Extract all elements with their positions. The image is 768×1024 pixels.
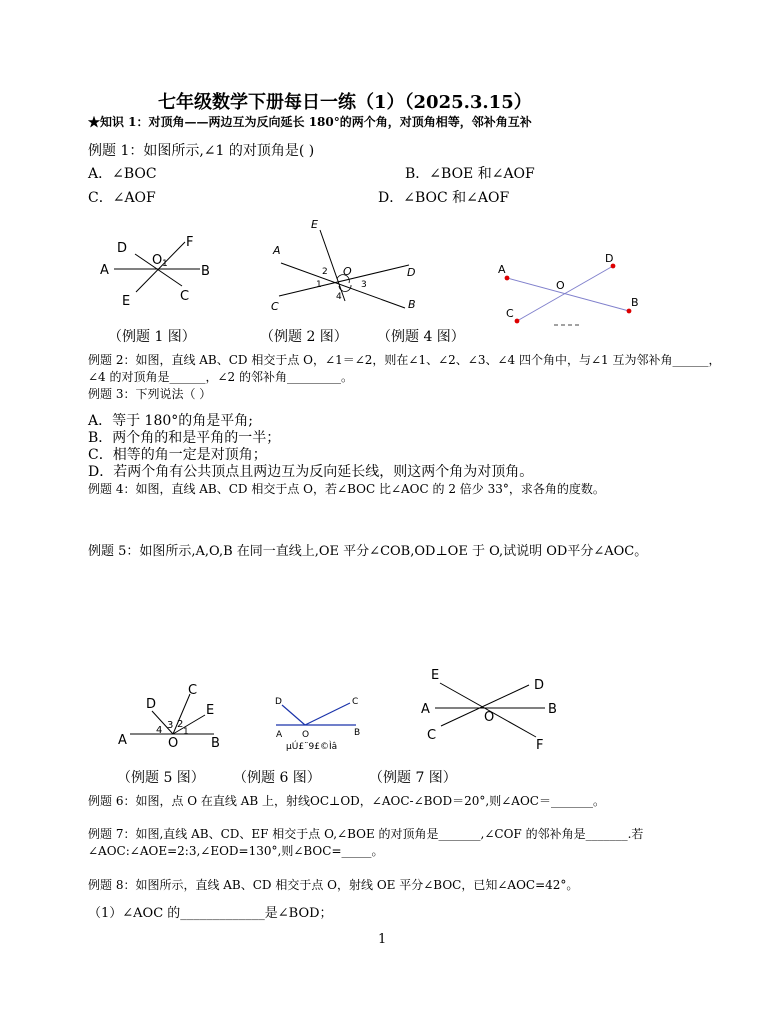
fig1-label-o: O <box>152 253 163 268</box>
fig2-angle-3: 3 <box>361 280 367 290</box>
fig1-label-c: C <box>180 289 190 304</box>
q1-stem: 例题 1：如图所示,∠1 的对顶角是( ) <box>88 143 315 159</box>
fig5-label-c: C <box>188 683 198 698</box>
fig2-label-a: A <box>273 244 281 257</box>
figure-example-4 <box>492 250 652 328</box>
q1-option-b: B．∠BOE 和∠AOF <box>405 166 535 182</box>
q1-option-c: C．∠AOF <box>88 190 156 206</box>
fig6-label-o: O <box>302 730 310 740</box>
fig2-label-c: C <box>271 300 279 313</box>
q3-option-d: D．若两个角有公共顶点且两边互为反向延长线，则这两个角为对顶角。 <box>88 464 534 480</box>
fig7-label-d: D <box>534 678 545 693</box>
caption-example-2: （例题 2 图） <box>260 329 348 345</box>
caption-example-7: （例题 7 图） <box>369 770 457 786</box>
fig1-label-e: E <box>122 294 131 309</box>
fig5-label-a: A <box>118 733 127 748</box>
fig4-label-c: C <box>506 307 514 320</box>
q1-option-d: D．∠BOC 和∠AOF <box>378 190 510 206</box>
fig5-label-o: O <box>168 736 179 751</box>
q7-line-2: ∠AOC:∠AOE=2:3,∠EOD=130°,则∠BOC=_____。 <box>88 844 384 858</box>
fig1-label-d: D <box>117 241 128 256</box>
fig7-label-b: B <box>548 702 557 717</box>
q3-option-a: A．等于 180°的角是平角; <box>88 413 253 429</box>
figure-example-7 <box>415 665 575 755</box>
fig6-garbled-caption: µÚ£¨9£©Ìâ <box>286 742 338 752</box>
fig5-label-b: B <box>211 736 220 751</box>
fig7-label-a: A <box>421 702 430 717</box>
fig7-label-o: O <box>484 710 495 725</box>
fig4-point-a <box>505 276 510 281</box>
fig5-angle-1: 1 <box>183 727 189 737</box>
page-number: 1 <box>378 932 387 947</box>
fig2-label-d: D <box>407 266 416 279</box>
fig4-label-o: O <box>556 279 565 292</box>
fig4-label-b: B <box>631 296 639 309</box>
fig1-label-a: A <box>100 263 109 278</box>
fig5-angle-3: 3 <box>167 720 174 731</box>
q3-option-c: C．相等的角一定是对顶角； <box>88 447 267 463</box>
q6-text: 例题 6：如图，点 O 在直线 AB 上，射线OC⊥OD，∠AOC-∠BOD＝20°,则∠AOC＝_______。 <box>88 794 605 808</box>
fig1-label-f: F <box>186 235 194 250</box>
q8-line-2: （1）∠AOC 的_____________是∠BOD； <box>88 906 333 921</box>
fig5-label-e: E <box>206 703 215 718</box>
fig2-angle-1: 1 <box>316 280 322 290</box>
caption-example-4: （例题 4 图） <box>377 329 465 345</box>
q8-line-1: 例题 8：如图所示，直线 AB、CD 相交于点 O，射线 OE 平分∠BOC，已知∠AOC=42°。 <box>88 878 579 892</box>
figure-example-1 <box>90 228 230 318</box>
q3-option-b: B．两个角的和是平角的一半； <box>88 430 281 446</box>
figure-example-6 <box>270 690 370 752</box>
fig2-angle-2: 2 <box>322 267 328 277</box>
fig7-label-e: E <box>431 668 440 683</box>
worksheet-title: 七年级数学下册每日一练（1）（2025.3.15） <box>158 92 532 113</box>
caption-example-5: （例题 5 图） <box>117 770 205 786</box>
figure-example-2 <box>265 213 425 318</box>
fig7-label-f: F <box>536 738 544 753</box>
fig5-angle-4: 4 <box>156 725 163 736</box>
q2-line-2: ∠4 的对顶角是______，∠2 的邻补角_________。 <box>88 370 354 384</box>
caption-example-6: （例题 6 图） <box>233 770 321 786</box>
fig4-point-c <box>515 319 520 324</box>
q5-text: 例题 5：如图所示,A,O,B 在同一直线上,OE 平分∠COB,OD⊥OE 于 O,试说明 OD平分∠AOC。 <box>88 544 648 559</box>
caption-example-1: （例题 1 图） <box>108 329 196 345</box>
fig2-label-e: E <box>311 218 318 231</box>
fig4-label-a: A <box>498 263 506 276</box>
fig2-label-o: O <box>343 265 352 278</box>
q4-text: 例题 4：如图，直线 AB、CD 相交于点 O，若∠BOC 比∠AOC 的 2 倍少 33°，求各角的度数。 <box>88 482 605 496</box>
q3-stem: 例题 3：下列说法（ ） <box>88 387 212 401</box>
fig5-angle-2: 2 <box>177 719 184 730</box>
fig1-angle-1: 1 <box>162 259 168 269</box>
q2-line-1: 例题 2：如图，直线 AB、CD 相交于点 O，∠1＝∠2，则在∠1、∠2、∠3、∠4 四个角中，与∠1 互为邻补角______， <box>88 353 721 367</box>
q7-line-1: 例题 7：如图,直线 AB、CD、EF 相交于点 O,∠BOE 的对顶角是_______,∠COF 的邻补角是_______.若 <box>88 827 644 841</box>
fig2-angle-4: 4 <box>336 292 342 302</box>
fig6-label-a: A <box>276 730 283 740</box>
fig1-label-b: B <box>201 264 210 279</box>
fig6-label-b: B <box>354 728 361 738</box>
knowledge-tip: ★知识 1：对顶角——两边互为反向延长 180°的两个角，对顶角相等，邻补角互补 <box>88 115 532 129</box>
q1-option-a: A．∠BOC <box>88 166 157 182</box>
figure-example-5 <box>112 678 232 753</box>
fig4-point-b <box>627 309 632 314</box>
fig2-label-b: B <box>408 298 416 311</box>
fig6-label-c: C <box>352 697 359 707</box>
fig6-label-d: D <box>275 697 282 707</box>
fig4-label-d: D <box>605 252 614 265</box>
fig7-label-c: C <box>427 728 437 743</box>
fig5-label-d: D <box>146 697 157 712</box>
